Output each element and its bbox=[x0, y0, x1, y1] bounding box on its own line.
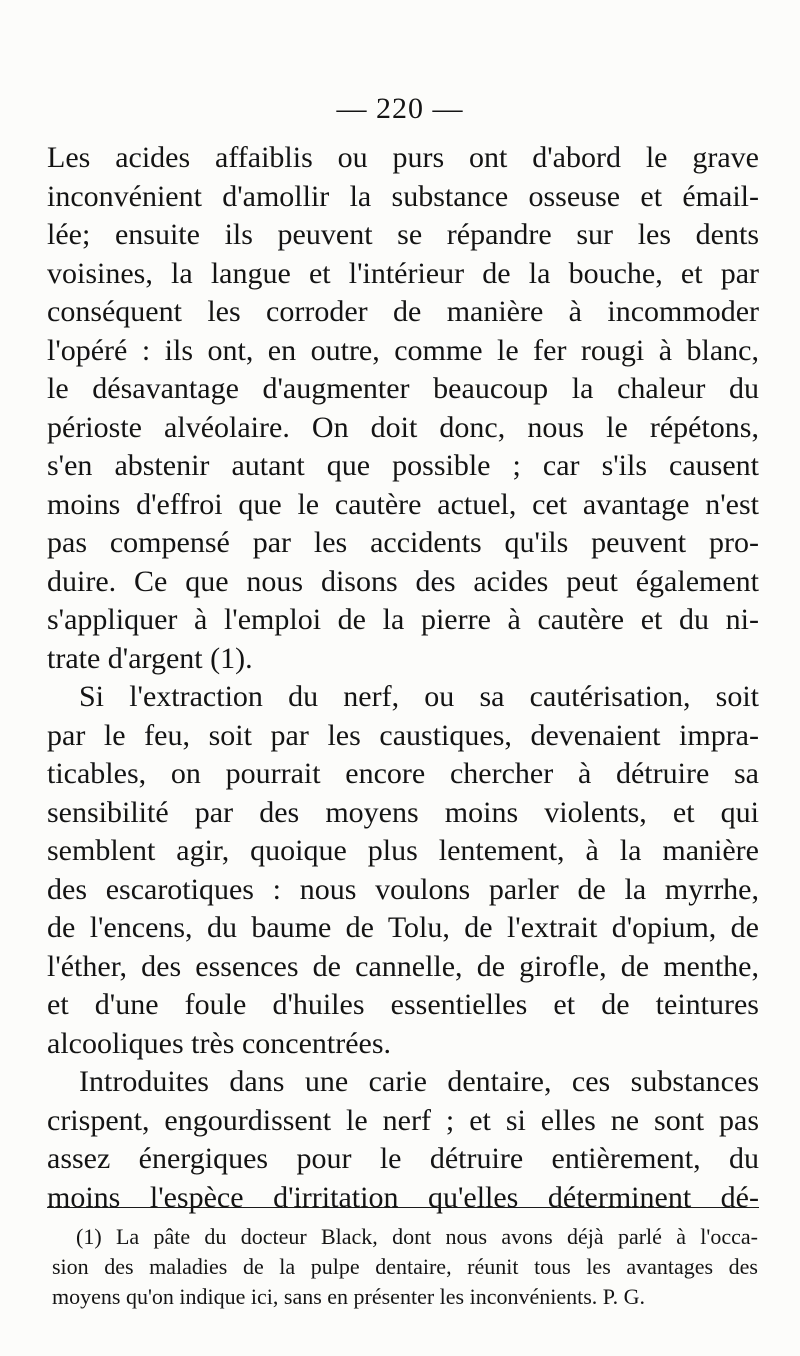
text-line: crispent, engourdissent le nerf ; et si elles ne sont pas bbox=[47, 1103, 759, 1137]
text-line: Les acides affaiblis ou purs ont d'abord le grave bbox=[47, 141, 759, 174]
text-line: inconvénient d'amollir la substance osseuse et émail- bbox=[47, 179, 759, 213]
text-line: l'opéré : ils ont, en outre, comme le fer rougi à blanc, bbox=[47, 333, 759, 367]
text-line: et d'une foule d'huiles essentielles et de teintures bbox=[47, 988, 759, 1021]
text-line: lée; ensuite ils peuvent se répandre sur les dents bbox=[47, 218, 759, 251]
body-text bbox=[47, 139, 759, 1217]
text-line: assez énergiques pour le détruire entièrement, du bbox=[47, 1142, 759, 1175]
text-line: sensibilité par des moyens moins violents, et qui bbox=[47, 795, 759, 829]
text-line: pas compensé par les accidents qu'ils peuvent pro- bbox=[47, 526, 759, 559]
text-line: moins d'effroi que le cautère actuel, cet avantage n'est bbox=[47, 487, 759, 521]
text-line: s'en abstenir autant que possible ; car s'ils causent bbox=[47, 449, 759, 482]
text-line: Introduites dans une carie dentaire, ces substances bbox=[79, 1065, 759, 1098]
text-line: trate d'argent (1). bbox=[47, 641, 253, 675]
text-line: moins l'espèce d'irritation qu'elles déterminent dé- bbox=[47, 1180, 759, 1214]
text-line: duire. Ce que nous disons des acides peut également bbox=[47, 564, 759, 598]
text-line: voisines, la langue et l'intérieur de la bouche, et par bbox=[47, 256, 759, 290]
footnote-line: moyens qu'on indique ici, sans en présenter les inconvénients. P. G. bbox=[52, 1284, 645, 1309]
text-line: par le feu, soit par les caustiques, devenaient impra- bbox=[47, 718, 759, 752]
footnote-line: (1) La pâte du docteur Black, dont nous avons déjà parlé à l'occa- bbox=[76, 1224, 758, 1249]
text-line: alcooliques très concentrées. bbox=[47, 1026, 392, 1060]
text-line: périoste alvéolaire. On doit donc, nous le répétons, bbox=[47, 410, 759, 444]
text-line: ticables, on pourrait encore chercher à détruire sa bbox=[47, 757, 759, 790]
text-line: le désavantage d'augmenter beaucoup la chaleur du bbox=[47, 372, 759, 405]
text-line: l'éther, des essences de cannelle, de girofle, de menthe, bbox=[47, 949, 759, 983]
text-line: Si l'extraction du nerf, ou sa cautérisation, soit bbox=[79, 680, 759, 713]
footnote bbox=[52, 1222, 758, 1312]
page-number: — 220 — bbox=[336, 92, 464, 125]
footnote-line: sion des maladies de la pulpe dentaire, réunit tous les avantages des bbox=[52, 1254, 758, 1279]
footnote-divider bbox=[47, 1207, 759, 1208]
text-line: s'appliquer à l'emploi de la pierre à cautère et du ni- bbox=[47, 603, 759, 636]
text-line: des escarotiques : nous voulons parler de la myrrhe, bbox=[47, 872, 759, 906]
text-line: de l'encens, du baume de Tolu, de l'extrait d'opium, de bbox=[47, 911, 759, 944]
text-line: semblent agir, quoique plus lentement, à la manière bbox=[47, 834, 759, 867]
text-line: conséquent les corroder de manière à incommoder bbox=[47, 295, 759, 328]
